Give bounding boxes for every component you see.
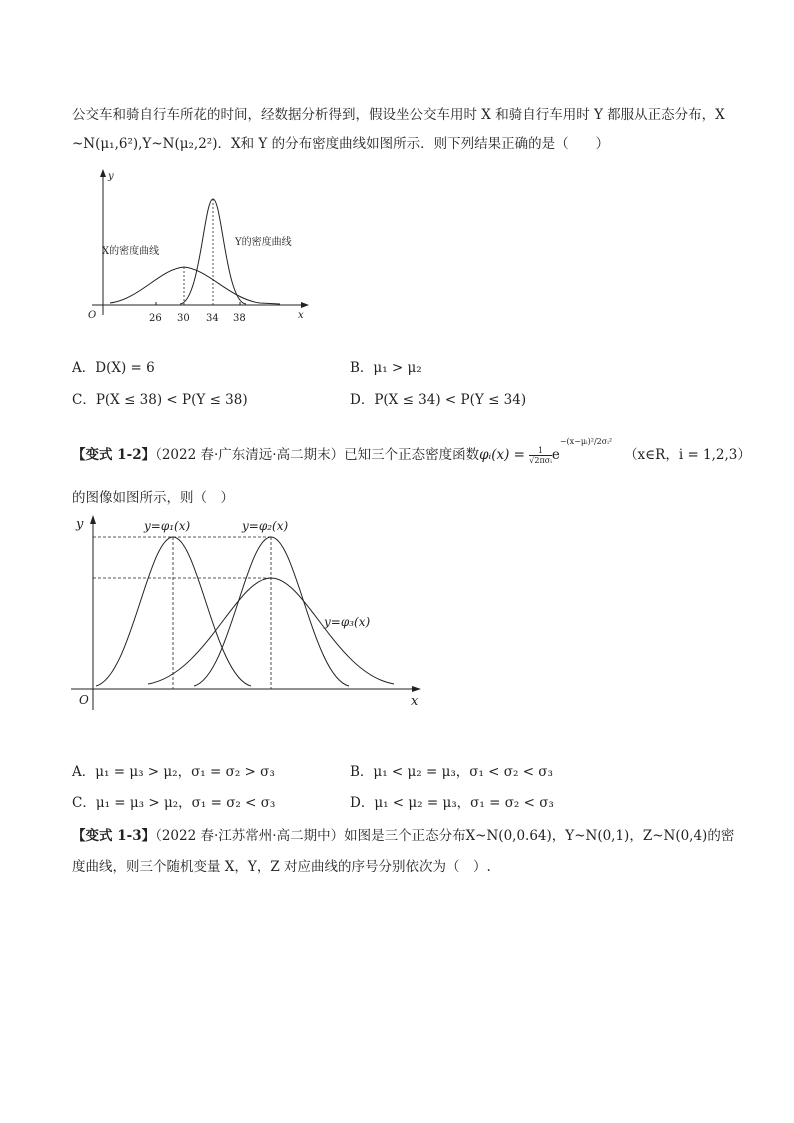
figure2-density-plot [66, 512, 436, 712]
fig1-tick-label-34: 34 [206, 313, 219, 324]
fig2-x-arrow-icon [412, 686, 421, 692]
problem3-line1 [72, 824, 734, 844]
fig1-x-arrow-icon [301, 302, 309, 308]
problem2-tag: 【变式 1-2】 [72, 447, 156, 463]
problem3-line2: 度曲线，则三个随机变量 X，Y，Z 对应曲线的序号分别依次为（ ）. [72, 859, 491, 875]
formula-exponent: −(x−μᵢ)²/2σᵢ² [559, 436, 613, 446]
problem3-tag: 【变式 1-3】 [72, 828, 156, 844]
fig2-curve3-label: y=φ₃(x) [324, 615, 371, 629]
fig2-origin: O [79, 693, 89, 707]
figure1-density-plot [80, 165, 320, 330]
fig2-curve2-label: y=φ₂(x) [242, 519, 289, 533]
problem2-option-d[interactable]: D．μ₁ < μ₂ = μ₃，σ₁ = σ₂ < σ₃ [350, 795, 554, 811]
formula-fraction [529, 446, 552, 465]
fig1-y-label: y [108, 171, 114, 182]
problem2-line2: 的图像如图所示，则（ ） [72, 490, 234, 506]
problem1-option-a[interactable]: A．D(X) = 6 [72, 360, 155, 376]
fig1-tick-label-26: 26 [149, 313, 162, 324]
fig1-y-arrow-icon [100, 169, 106, 177]
fig2-y-arrow-icon [90, 515, 96, 524]
problem1-option-d[interactable]: D．P(X ≤ 34) < P(Y ≤ 34) [350, 392, 527, 408]
formula-lhs: φᵢ(x) = [479, 447, 530, 463]
fig1-x-curve-label: X的密度曲线 [102, 246, 160, 257]
fig1-tick-label-30: 30 [177, 313, 190, 324]
problem2-option-c[interactable]: C．μ₁ = μ₃ > μ₂，σ₁ = σ₂ < σ₃ [72, 795, 276, 811]
formula-numerator: 1 [529, 446, 552, 456]
problem2-option-a[interactable]: A．μ₁ = μ₃ > μ₂，σ₁ = σ₂ > σ₃ [72, 764, 275, 780]
problem1-option-c[interactable]: C．P(X ≤ 38) < P(Y ≤ 38) [72, 392, 248, 408]
fig2-curve-phi2 [194, 537, 349, 686]
problem1-line2: ~N(μ₁,6²),Y~N(μ₂,2²)．X和 Y 的分布密度曲线如图所示．则下列结果正确的是（ ） [72, 136, 610, 152]
fig2-x-label: x [411, 694, 419, 709]
fig1-x-density-curve [110, 267, 280, 304]
fig1-origin: O [88, 310, 97, 321]
fig1-x-label: x [298, 310, 304, 321]
fig2-curve-phi1 [96, 537, 251, 686]
fig1-y-curve-label: Y的密度曲线 [235, 237, 292, 248]
fig2-y-label: y [76, 517, 84, 532]
problem3-text: （2022 春·江苏常州·高二期中）如图是三个正态分布X~N(0,0.64)，Y~N(0,1)，Z~N(0,4)的密 [155, 828, 735, 844]
problem1-line1: 公交车和骑自行车所花的时间，经数据分析得到，假设坐公交车用时 X 和骑自行车用时 Y 都服从正态分布，X [72, 107, 725, 123]
fig2-curve1-label: y=φ₁(x) [144, 519, 191, 533]
formula-denominator: √2πσᵢ [529, 456, 552, 465]
problem2-domain: （x∈R，i = 1,2,3） [624, 447, 751, 463]
problem2-source: （2022 春·广东清远·高二期末）已知三个正态密度函数 [155, 447, 480, 463]
fig1-tick-label-38: 38 [233, 313, 246, 324]
problem1-option-b[interactable]: B．μ₁ > μ₂ [350, 360, 422, 376]
problem2-option-b[interactable]: B．μ₁ < μ₂ = μ₃，σ₁ < σ₂ < σ₃ [350, 764, 553, 780]
formula-e: e [551, 447, 560, 463]
